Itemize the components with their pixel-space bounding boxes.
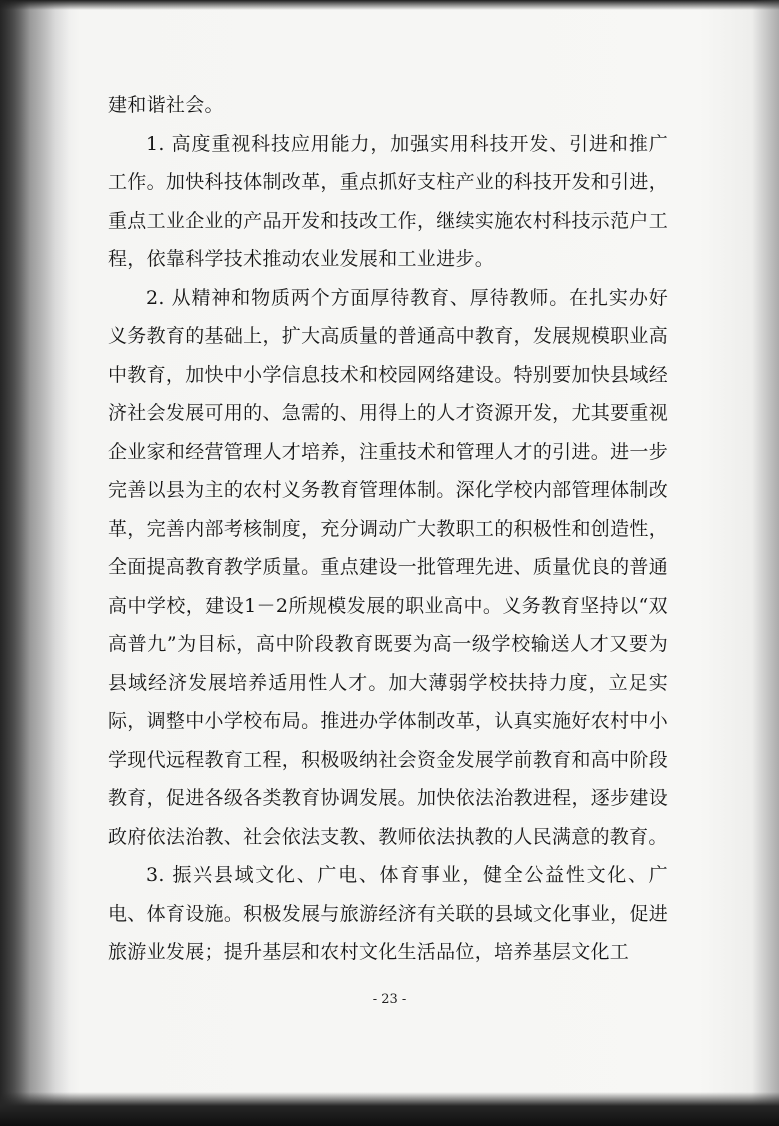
scan-bottom-edge: [0, 1092, 779, 1126]
paragraph-item-2: 2. 从精神和物质两个方面厚待教育、厚待教师。在扎实办好义务教育的基础上，扩大高质量的普通高中教育，发展规模职业高中教育，加快中小学信息技术和校园网络建设。特别要加快县域经济社会发展可用的、急需的、用得上的人才资源开发，尤其要重视企业家和经营管理人才培养，注重技术和管理人才的引进。进一步完善以县为主的农村义务教育管理体制。深化学校内部管理体制改革，完善内部考核制度，充分调动广大教职工的积极性和创造性，全面提高教育教学质量。重点建设一批管理先进、质量优良的普通高中学校，建设1－2所规模发展的职业高中。义务教育坚持以“双高普九”为目标，高中阶段教育既要为高一级学校输送人才又要为县域经济发展培养适用性人才。加大薄弱学校扶持力度，立足实际，调整中小学校布局。推进办学体制改革，认真实施好农村中小学现代远程教育工程，积极吸纳社会资金发展学前教育和高中阶段教育，促进各级各类教育协调发展。加快依法治教进程，逐步建设政府依法治教、社会依法支教、教师依法执教的人民满意的教育。: [108, 286, 668, 848]
scan-top-edge: [0, 0, 779, 10]
paragraph-continuation: 建和谐社会。: [108, 94, 224, 116]
paragraph-item-3: 3. 振兴县域文化、广电、体育事业，健全公益性文化、广电、体育设施。积极发展与旅游经济有关联的县域文化事业，促进旅游业发展；提升基层和农村文化生活品位，培养基层文化工: [108, 864, 668, 963]
page-number: - 23 -: [372, 992, 407, 1007]
scan-right-edge: [752, 0, 779, 1126]
paragraph-item-1: 1. 高度重视科技应用能力，加强实用科技开发、引进和推广工作。加快科技体制改革，重点抓好支柱产业的科技开发和引进，重点工业企业的产品开发和技改工作，继续实施农村科技示范户工程，依靠科学技术推动农业发展和工业进步。: [108, 132, 668, 270]
book-spine-shadow: [0, 0, 70, 1126]
body-text: [108, 86, 668, 972]
